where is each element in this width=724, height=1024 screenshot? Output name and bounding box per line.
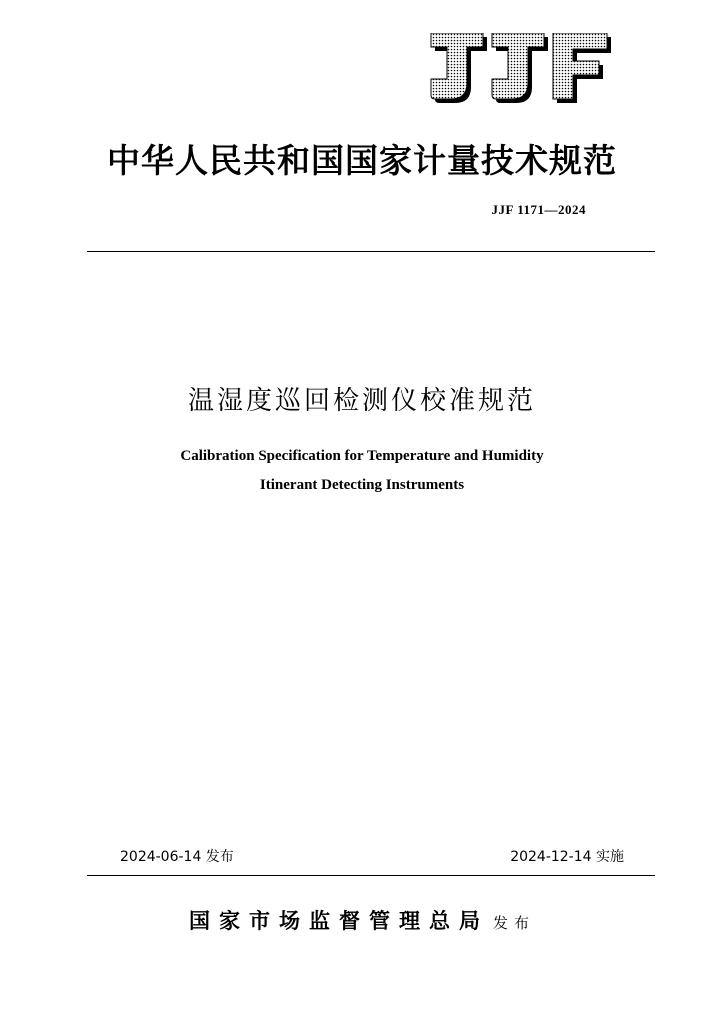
english-title-line-2: Itinerant Detecting Instruments	[259, 477, 465, 493]
publisher-line	[0, 905, 724, 935]
bottom-divider	[87, 875, 655, 876]
top-divider	[87, 251, 655, 252]
issuing-organization-title: 中华人民共和国国家计量技术规范	[107, 141, 617, 180]
standard-code: JJF 1171—2024	[491, 202, 586, 217]
implementation-date: 2024-12-14 实施	[510, 849, 624, 865]
publisher-name: 国家市场监督管理总局	[188, 908, 489, 933]
issue-date: 2024-06-14 发布	[120, 849, 234, 865]
english-title-line-1: Calibration Specification for Temperature and Humidity	[180, 448, 544, 464]
jjf-logo	[429, 33, 613, 107]
publisher-suffix: 发布	[492, 914, 535, 932]
chinese-document-title: 温湿度巡回检测仪校准规范	[187, 386, 536, 416]
